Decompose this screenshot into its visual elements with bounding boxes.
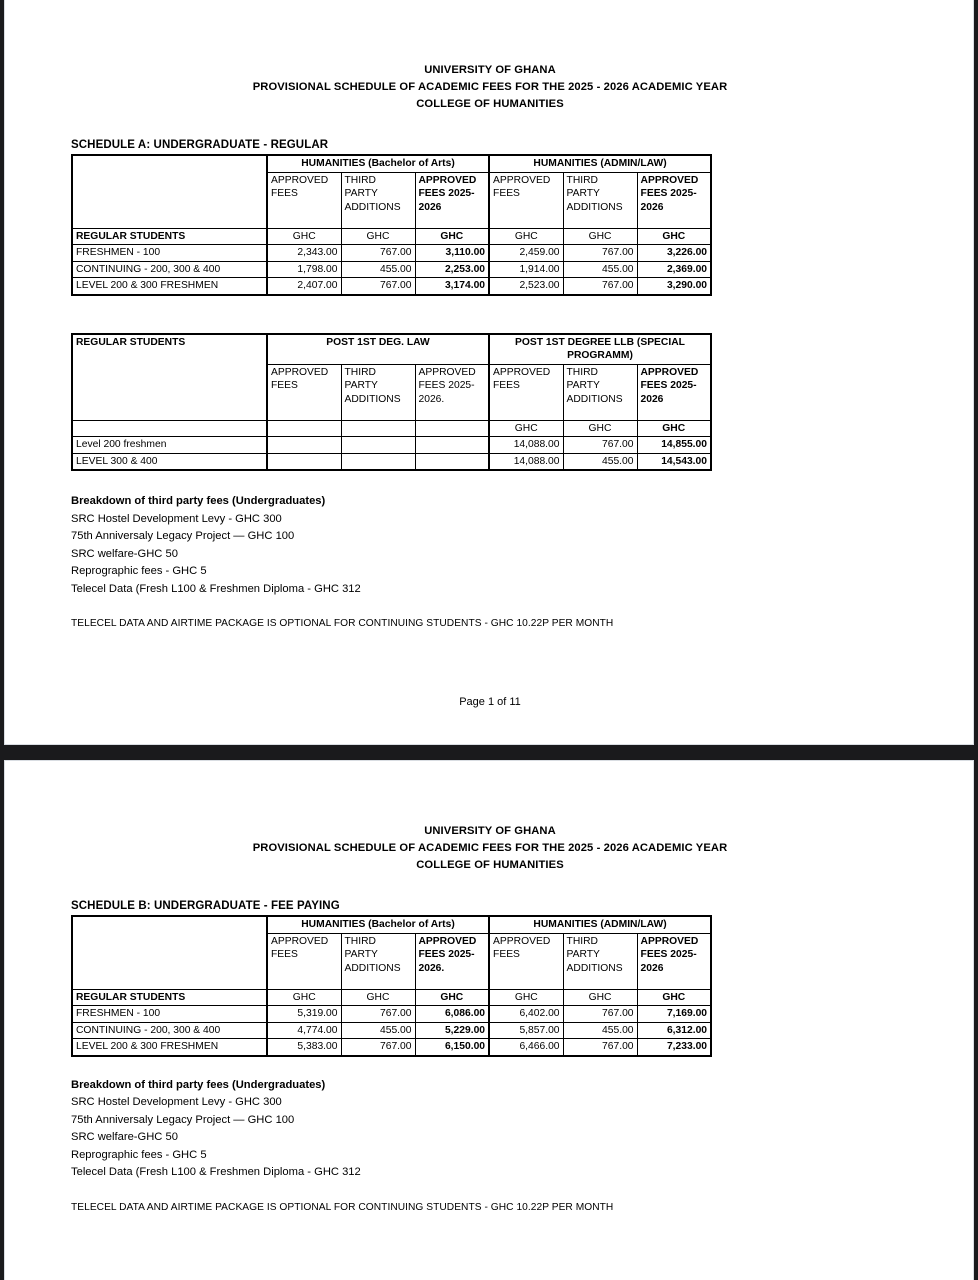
breakdown-line: SRC welfare-GHC 50 — [71, 1131, 178, 1143]
page-number-footer: Page 1 of 11 — [459, 696, 521, 708]
table-row — [72, 437, 711, 454]
subheader-approved-fees-law: APPROVED FEES — [267, 364, 341, 420]
row-label: FRESHMEN - 100 — [72, 1006, 267, 1023]
cell-value: 455.00 — [341, 1022, 415, 1039]
subheader-approved-2025-adminlaw: APPROVED FEES 2025-2026 — [637, 172, 711, 228]
currency-ba-total: GHC — [415, 228, 489, 245]
currency-ba-total: GHC — [415, 989, 489, 1006]
table-row — [72, 453, 711, 470]
cell-value — [341, 453, 415, 470]
cell-value: 5,229.00 — [415, 1022, 489, 1039]
currency-admin-third: GHC — [563, 989, 637, 1006]
cell-value: 3,226.00 — [637, 245, 711, 262]
row-label: CONTINUING - 200, 300 & 400 — [72, 1022, 267, 1039]
currency-llb-approved: GHC — [489, 420, 563, 437]
document-page-1 — [4, 0, 974, 745]
cell-value: 6,466.00 — [489, 1039, 563, 1056]
cell-value: 767.00 — [563, 1006, 637, 1023]
table-row — [72, 261, 711, 278]
cell-value: 6,312.00 — [637, 1022, 711, 1039]
schedule-b-table — [71, 915, 712, 1057]
row-label: Level 200 freshmen — [72, 437, 267, 454]
cell-value — [341, 437, 415, 454]
currency-ba-third: GHC — [341, 989, 415, 1006]
breakdown-line: Reprographic fees - GHC 5 — [71, 1148, 207, 1161]
subheader-third-party-ba: THIRD PARTY ADDITIONS — [341, 933, 415, 989]
cell-value: 14,543.00 — [637, 453, 711, 470]
breakdown-title: Breakdown of third party fees (Undergraduates) — [71, 1078, 326, 1091]
table-row-group-header — [72, 334, 711, 365]
cell-value: 14,855.00 — [637, 437, 711, 454]
document-page-2 — [4, 760, 974, 1280]
group-header-adminlaw: HUMANITIES (ADMIN/LAW) — [489, 155, 711, 172]
subheader-third-party-ba: THIRD PARTY ADDITIONS — [341, 172, 415, 228]
cell-value: 3,290.00 — [637, 278, 711, 295]
cell-value: 767.00 — [563, 1039, 637, 1056]
heading-subtitle: PROVISIONAL SCHEDULE OF ACADEMIC FEES FOR THE 2025 - 2026 ACADEMIC YEAR — [252, 842, 728, 854]
table-row-group-header — [72, 916, 711, 933]
subheader-approved-2025-law: APPROVED FEES 2025-2026. — [415, 364, 489, 420]
schedule-a-label: SCHEDULE A: UNDERGRADUATE - REGULAR — [71, 139, 329, 151]
group-header-post-1st-degree-llb: POST 1ST DEGREE LLB (SPECIAL PROGRAMM) — [489, 334, 711, 365]
cell-value: 3,174.00 — [415, 278, 489, 295]
currency-ba-approved: GHC — [267, 989, 341, 1006]
subheader-third-party-law: THIRD PARTY ADDITIONS — [341, 364, 415, 420]
heading-subtitle: PROVISIONAL SCHEDULE OF ACADEMIC FEES FOR THE 2025 - 2026 ACADEMIC YEAR — [252, 81, 728, 93]
cell-value: 767.00 — [563, 437, 637, 454]
breakdown-line: SRC Hostel Development Levy - GHC 300 — [71, 512, 282, 525]
heading-college: COLLEGE OF HUMANITIES — [416, 859, 564, 871]
row-label-regular-students: REGULAR STUDENTS — [72, 989, 267, 1006]
group-header-ba: HUMANITIES (Bachelor of Arts) — [267, 155, 489, 172]
table-row-group-header — [72, 155, 711, 172]
row-label: LEVEL 200 & 300 FRESHMEN — [72, 1039, 267, 1056]
subheader-approved-2025-ba: APPROVED FEES 2025-2026. — [415, 933, 489, 989]
currency-admin-approved: GHC — [489, 989, 563, 1006]
breakdown-title: Breakdown of third party fees (Undergraduates) — [71, 495, 326, 507]
currency-llb-total: GHC — [637, 420, 711, 437]
breakdown-line: Telecel Data (Fresh L100 & Freshmen Diploma - GHC 312 — [71, 582, 361, 595]
cell-value: 6,150.00 — [415, 1039, 489, 1056]
heading-college: COLLEGE OF HUMANITIES — [416, 98, 564, 110]
breakdown-section-page-2 — [71, 1077, 974, 1182]
row-label: FRESHMEN - 100 — [72, 245, 267, 262]
currency-law-total — [415, 420, 489, 437]
currency-admin-approved: GHC — [489, 228, 563, 245]
group-header-adminlaw: HUMANITIES (ADMIN/LAW) — [489, 916, 711, 933]
cell-value: 455.00 — [563, 1022, 637, 1039]
page-1-content — [5, 0, 974, 744]
cell-value: 455.00 — [563, 261, 637, 278]
cell-value: 2,369.00 — [637, 261, 711, 278]
cell-value: 6,086.00 — [415, 1006, 489, 1023]
table-row-currency — [72, 228, 711, 245]
corner-cell — [72, 155, 267, 228]
page-1-heading — [5, 62, 974, 113]
row-label: LEVEL 200 & 300 FRESHMEN — [72, 278, 267, 295]
row-label-empty — [72, 420, 267, 437]
heading-university: UNIVERSITY OF GHANA — [424, 825, 556, 837]
cell-value: 5,857.00 — [489, 1022, 563, 1039]
cell-value: 5,319.00 — [267, 1006, 341, 1023]
cell-value: 767.00 — [341, 1006, 415, 1023]
table-row — [72, 1039, 711, 1056]
subheader-approved-fees-ba: APPROVED FEES — [267, 933, 341, 989]
subheader-approved-fees-adminlaw: APPROVED FEES — [489, 933, 563, 989]
group-header-ba: HUMANITIES (Bachelor of Arts) — [267, 916, 489, 933]
row-label: LEVEL 300 & 400 — [72, 453, 267, 470]
schedule-b-label: SCHEDULE B: UNDERGRADUATE - FEE PAYING — [71, 900, 340, 912]
cell-value — [267, 437, 341, 454]
cell-value: 767.00 — [563, 278, 637, 295]
cell-value: 767.00 — [341, 1039, 415, 1056]
breakdown-section-page-1 — [71, 493, 974, 598]
row-label-regular-students: REGULAR STUDENTS — [72, 228, 267, 245]
currency-ba-approved: GHC — [267, 228, 341, 245]
page-2-heading — [5, 823, 974, 874]
post-first-degree-table — [71, 333, 712, 472]
subheader-approved-2025-ba: APPROVED FEES 2025-2026 — [415, 172, 489, 228]
cell-value: 2,459.00 — [489, 245, 563, 262]
breakdown-line: 75th Anniversaly Legacy Project — GHC 100 — [71, 530, 295, 542]
cell-value: 14,088.00 — [489, 437, 563, 454]
currency-admin-total: GHC — [637, 989, 711, 1006]
cell-value — [415, 437, 489, 454]
cell-value: 2,523.00 — [489, 278, 563, 295]
breakdown-line: 75th Anniversaly Legacy Project — GHC 100 — [71, 1113, 295, 1126]
cell-value: 3,110.00 — [415, 245, 489, 262]
row-label-regular-students: REGULAR STUDENTS — [72, 334, 267, 421]
breakdown-line: Telecel Data (Fresh L100 & Freshmen Diploma - GHC 312 — [71, 1166, 361, 1178]
cell-value: 14,088.00 — [489, 453, 563, 470]
table-row-currency — [72, 989, 711, 1006]
currency-admin-third: GHC — [563, 228, 637, 245]
table-row — [72, 278, 711, 295]
cell-value: 4,774.00 — [267, 1022, 341, 1039]
cell-value: 2,407.00 — [267, 278, 341, 295]
subheader-approved-2025-llb: APPROVED FEES 2025-2026 — [637, 364, 711, 420]
telecel-note-page-2: TELECEL DATA AND AIRTIME PACKAGE IS OPTIONAL FOR CONTINUING STUDENTS - GHC 10.22P PER MONTH — [71, 1201, 614, 1213]
subheader-approved-fees-adminlaw: APPROVED FEES — [489, 172, 563, 228]
cell-value — [415, 453, 489, 470]
cell-value: 1,798.00 — [267, 261, 341, 278]
table-row — [72, 1022, 711, 1039]
cell-value — [267, 453, 341, 470]
cell-value: 2,343.00 — [267, 245, 341, 262]
subheader-approved-fees-ba: APPROVED FEES — [267, 172, 341, 228]
cell-value: 2,253.00 — [415, 261, 489, 278]
subheader-approved-2025-adminlaw: APPROVED FEES 2025-2026 — [637, 933, 711, 989]
cell-value: 767.00 — [341, 245, 415, 262]
currency-law-third — [341, 420, 415, 437]
cell-value: 7,233.00 — [637, 1039, 711, 1056]
cell-value: 455.00 — [341, 261, 415, 278]
page-2-content — [5, 761, 974, 1280]
breakdown-line: Reprographic fees - GHC 5 — [71, 565, 207, 577]
currency-admin-total: GHC — [637, 228, 711, 245]
cell-value: 767.00 — [563, 245, 637, 262]
cell-value: 767.00 — [341, 278, 415, 295]
table-row-currency — [72, 420, 711, 437]
cell-value: 7,169.00 — [637, 1006, 711, 1023]
subheader-third-party-adminlaw: THIRD PARTY ADDITIONS — [563, 172, 637, 228]
telecel-note-page-1: TELECEL DATA AND AIRTIME PACKAGE IS OPTIONAL FOR CONTINUING STUDENTS - GHC 10.22P PER MONTH — [71, 618, 614, 629]
currency-law-approved — [267, 420, 341, 437]
group-header-post-1st-deg-law: POST 1ST DEG. LAW — [267, 334, 489, 365]
heading-university: UNIVERSITY OF GHANA — [424, 64, 556, 76]
schedule-a-table — [71, 154, 712, 296]
currency-llb-third: GHC — [563, 420, 637, 437]
cell-value: 1,914.00 — [489, 261, 563, 278]
subheader-third-party-adminlaw: THIRD PARTY ADDITIONS — [563, 933, 637, 989]
table-row — [72, 245, 711, 262]
breakdown-line: SRC welfare-GHC 50 — [71, 547, 178, 560]
breakdown-line: SRC Hostel Development Levy - GHC 300 — [71, 1096, 282, 1108]
subheader-third-party-llb: THIRD PARTY ADDITIONS — [563, 364, 637, 420]
corner-cell — [72, 916, 267, 989]
cell-value: 5,383.00 — [267, 1039, 341, 1056]
row-label: CONTINUING - 200, 300 & 400 — [72, 261, 267, 278]
cell-value: 455.00 — [563, 453, 637, 470]
table-row — [72, 1006, 711, 1023]
cell-value: 6,402.00 — [489, 1006, 563, 1023]
currency-ba-third: GHC — [341, 228, 415, 245]
subheader-approved-fees-llb: APPROVED FEES — [489, 364, 563, 420]
